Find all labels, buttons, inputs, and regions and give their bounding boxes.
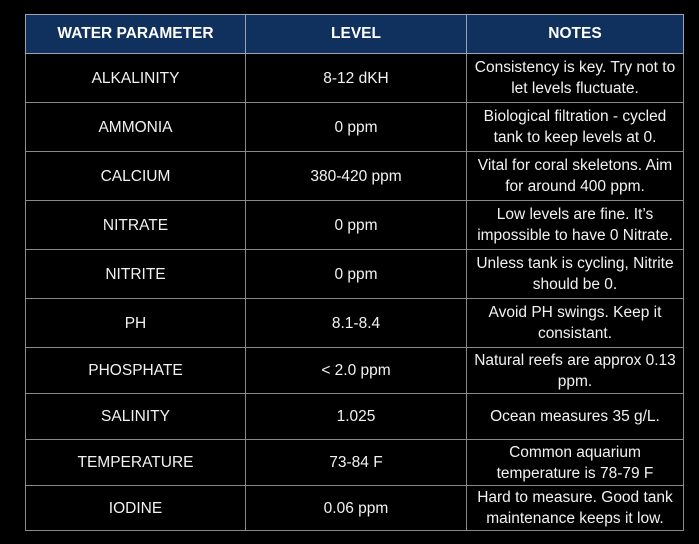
table-row xyxy=(26,348,684,394)
level-cell: 8.1-8.4 xyxy=(246,299,467,348)
notes-cell: Natural reefs are approx 0.13 ppm. xyxy=(467,348,684,394)
level-cell: 0 ppm xyxy=(246,103,467,152)
header-notes: NOTES xyxy=(467,15,684,54)
parameter-cell: PH xyxy=(26,299,246,348)
notes-cell: Vital for coral skeletons. Aim for around 400 ppm. xyxy=(467,152,684,201)
parameter-cell: IODINE xyxy=(26,486,246,531)
notes-cell: Unless tank is cycling, Nitrite should be 0. xyxy=(467,250,684,299)
parameter-cell: TEMPERATURE xyxy=(26,440,246,486)
header-row xyxy=(26,15,684,54)
notes-cell: Ocean measures 35 g/L. xyxy=(467,394,684,440)
notes-cell: Common aquarium temperature is 78-79 F xyxy=(467,440,684,486)
level-cell: < 2.0 ppm xyxy=(246,348,467,394)
parameter-cell: NITRITE xyxy=(26,250,246,299)
parameter-cell: NITRATE xyxy=(26,201,246,250)
table-row xyxy=(26,299,684,348)
table-row xyxy=(26,201,684,250)
parameter-cell: CALCIUM xyxy=(26,152,246,201)
table-row xyxy=(26,250,684,299)
table-row xyxy=(26,103,684,152)
header-level: LEVEL xyxy=(246,15,467,54)
table-row xyxy=(26,440,684,486)
notes-cell: Biological filtration - cycled tank to keep levels at 0. xyxy=(467,103,684,152)
notes-cell: Hard to measure. Good tank maintenance keeps it low. xyxy=(467,486,684,531)
table-row xyxy=(26,152,684,201)
level-cell: 0 ppm xyxy=(246,250,467,299)
parameter-cell: PHOSPHATE xyxy=(26,348,246,394)
table-row xyxy=(26,54,684,103)
table-row xyxy=(26,486,684,531)
notes-cell: Avoid PH swings. Keep it consistant. xyxy=(467,299,684,348)
notes-cell: Low levels are fine. It’s impossible to have 0 Nitrate. xyxy=(467,201,684,250)
level-cell: 380-420 ppm xyxy=(246,152,467,201)
level-cell: 73-84 F xyxy=(246,440,467,486)
level-cell: 0 ppm xyxy=(246,201,467,250)
table-row xyxy=(26,394,684,440)
level-cell: 0.06 ppm xyxy=(246,486,467,531)
parameter-cell: ALKALINITY xyxy=(26,54,246,103)
parameter-cell: AMMONIA xyxy=(26,103,246,152)
notes-cell: Consistency is key. Try not to let levels fluctuate. xyxy=(467,54,684,103)
parameter-cell: SALINITY xyxy=(26,394,246,440)
level-cell: 8-12 dKH xyxy=(246,54,467,103)
water-parameters-table xyxy=(25,14,684,531)
header-water-parameter: WATER PARAMETER xyxy=(26,15,246,54)
level-cell: 1.025 xyxy=(246,394,467,440)
